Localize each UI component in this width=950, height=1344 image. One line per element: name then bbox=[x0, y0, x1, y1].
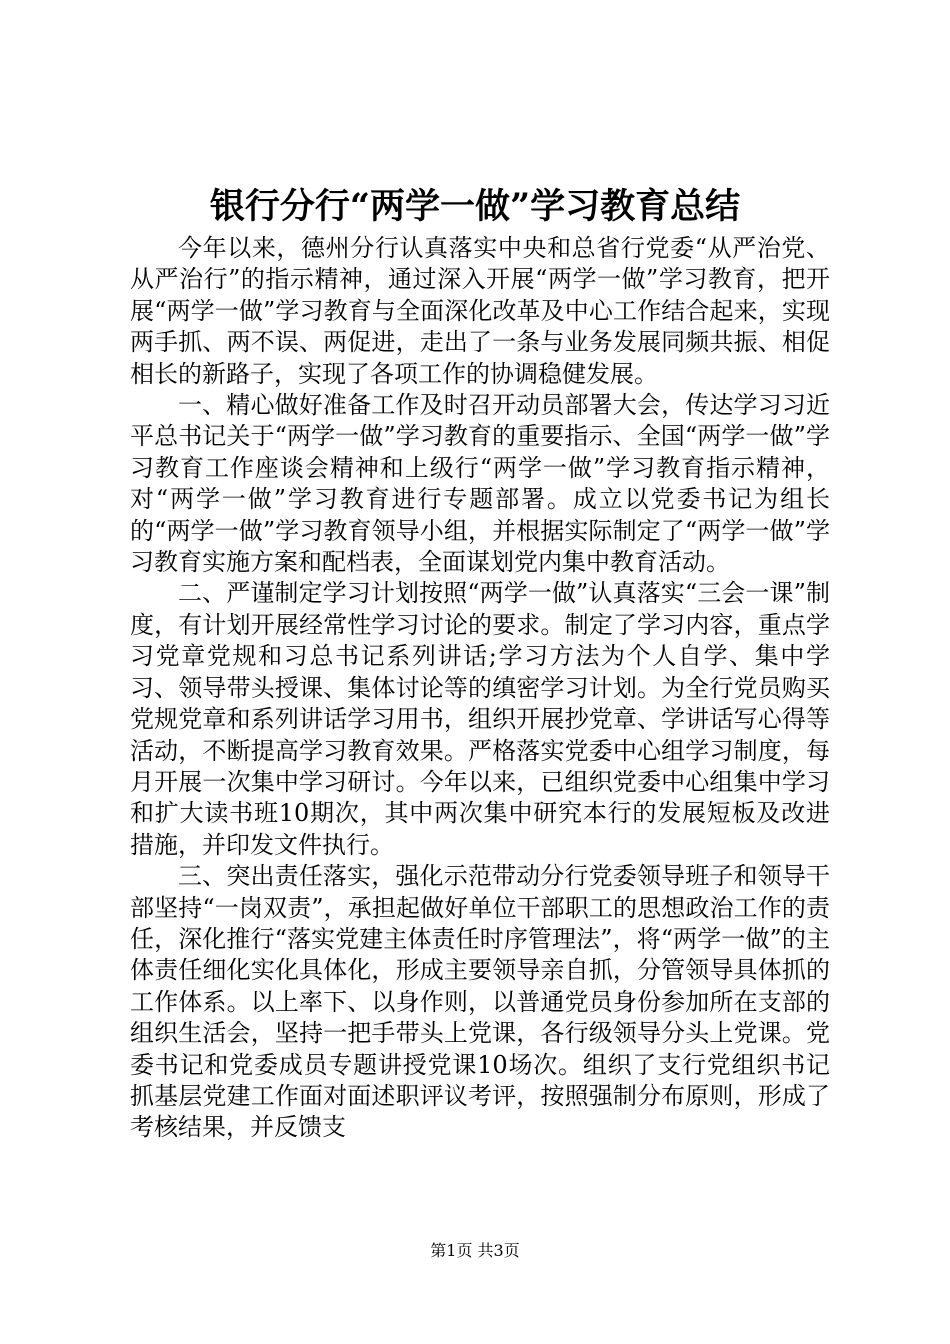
paragraph-section-2: 二、严谨制定学习计划按照“两学一做”认真落实“三会一课”制度，有计划开展经常性学习讨论的要求。制定了学习内容，重点学习党章党规和习总书记系列讲话;学习方法为个人自学、集中学习、领导带头授课、集体讨论等的缜密学习计划。为全行党员购买党规党章和系列讲话学习用书，组织开展抄党章、学讲话写心得等活动，不断提高学习教育效果。严格落实党委中心组学习制度，每月开展一次集中学习研讨。今年以来，已组织党委中心组集中学习和扩大读书班10期次，其中两次集中研究本行的发展短板及改进措施，并印发文件执行。 bbox=[130, 579, 830, 859]
paragraph-intro: 今年以来，德州分行认真落实中央和总省行党委“从严治党、从严治行”的指示精神，通过深入开展“两学一做”学习教育，把开展“两学一做”学习教育与全面深化改革及中心工作结合起来，实现两手抓、两不误、两促进，走出了一条与业务发展同频共振、相促相长的新路子，实现了各项工作的协调稳健发展。 bbox=[130, 234, 830, 388]
document-body bbox=[130, 233, 830, 1144]
paragraph-section-3: 三、突出责任落实，强化示范带动分行党委领导班子和领导干部坚持“一岗双责”，承担起做好单位干部职工的思想政治工作的责任，深化推行“落实党建主体责任时序管理法”，将“两学一做”的主体责任细化实化具体化，形成主要领导亲自抓，分管领导具体抓的工作体系。以上率下、以身作则，以普通党员身份参加所在支部的组织生活会，坚持一把手带头上党课，各行级领导分头上党课。党委书记和党委成员专题讲授党课10场次。组织了支行党组织书记抓基层党建工作面对面述职评议考评，按照强制分布原则，形成了考核结果，并反馈支 bbox=[130, 862, 830, 1142]
page-footer: 第1页 共3页 bbox=[430, 1241, 520, 1260]
paragraph-section-1: 一、精心做好准备工作及时召开动员部署大会，传达学习习近平总书记关于“两学一做”学习教育的重要指示、全国“两学一做”学习教育工作座谈会精神和上级行“两学一做”学习教育指示精神，对“两学一做”学习教育进行专题部署。成立以党委书记为组长的“两学一做”学习教育领导小组，并根据实际制定了“两学一做”学习教育实施方案和配档表，全面谋划党内集中教育活动。 bbox=[130, 391, 830, 577]
document-title: 银行分行“两学一做”学习教育总结 bbox=[209, 186, 741, 227]
